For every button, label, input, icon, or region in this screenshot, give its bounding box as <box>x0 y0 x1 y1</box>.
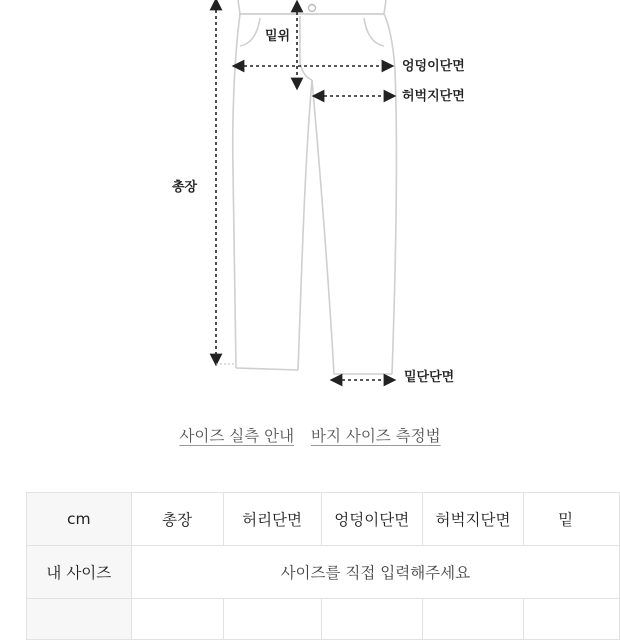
header-total-length: 총장 <box>131 493 223 546</box>
my-size-row <box>27 546 620 599</box>
header-hip: 엉덩이단면 <box>321 493 422 546</box>
size-table <box>26 492 620 640</box>
waist-button-icon <box>309 5 316 12</box>
size-guide-link[interactable]: 사이즈 실측 안내 <box>179 427 295 445</box>
table-row <box>27 599 620 640</box>
header-hem: 밑 <box>524 493 620 546</box>
length-label: 총장 <box>172 180 198 195</box>
measurement-arrows <box>216 4 390 380</box>
my-size-label: 내 사이즈 <box>27 546 132 599</box>
hip-label: 엉덩이단면 <box>402 59 465 74</box>
my-size-input[interactable]: 사이즈를 직접 입력해주세요 <box>131 546 619 599</box>
hem-label: 밑단단면 <box>404 370 455 385</box>
header-waist: 허리단면 <box>223 493 321 546</box>
pants-outline <box>233 0 397 374</box>
rise-label: 밑위 <box>265 29 291 44</box>
measure-method-link[interactable]: 바지 사이즈 측정법 <box>310 427 441 445</box>
header-thigh: 허벅지단면 <box>422 493 523 546</box>
table-header-row <box>27 493 620 546</box>
size-links <box>0 424 620 446</box>
unit-header: cm <box>27 493 132 546</box>
thigh-label: 허벅지단면 <box>402 89 465 104</box>
